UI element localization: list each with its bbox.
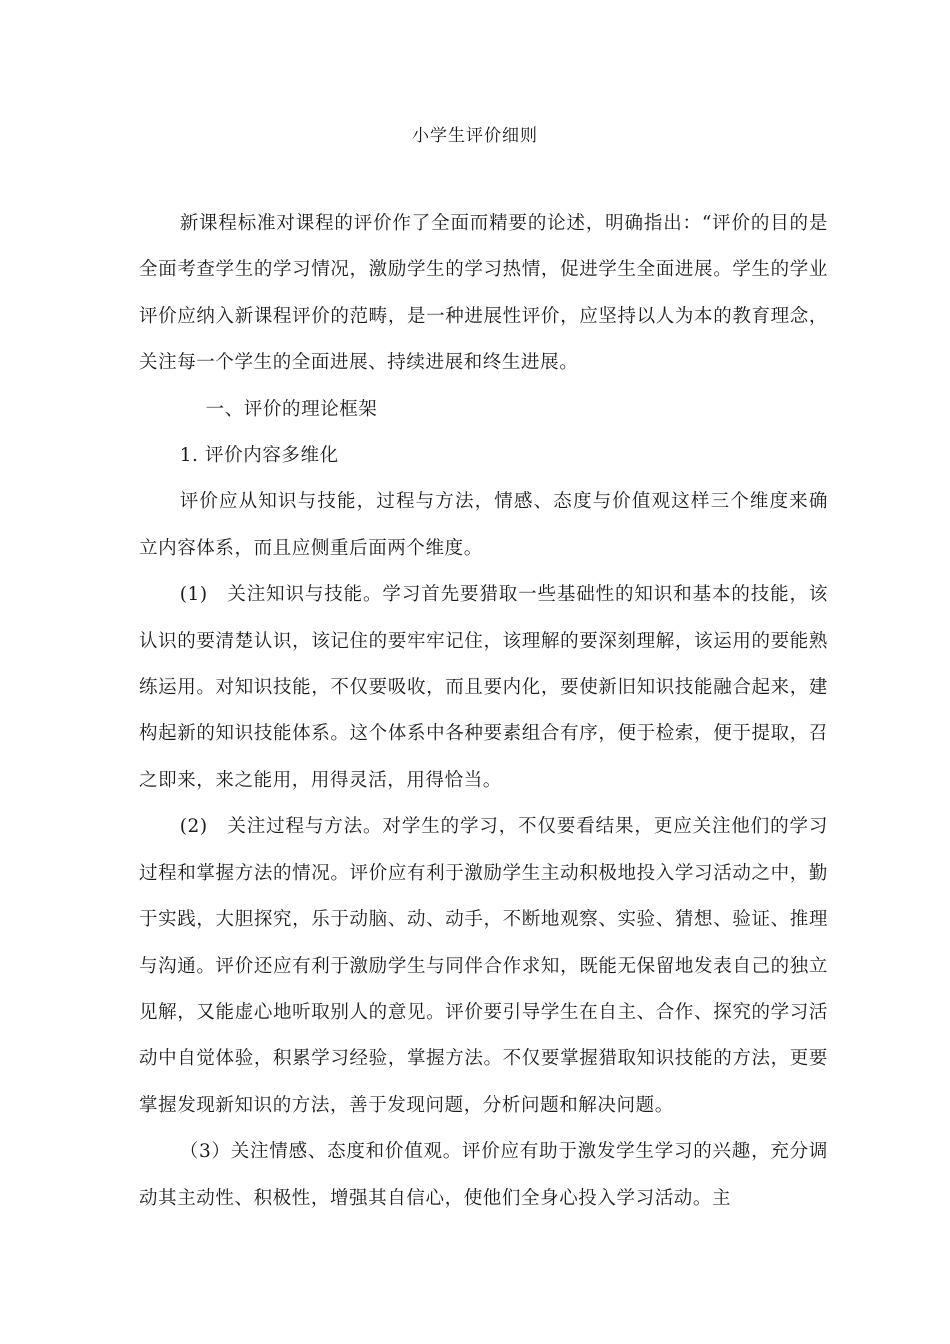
document-title: 小学生评价细则 [412, 126, 538, 146]
section-heading: 一、评价的理论框架 [205, 398, 378, 420]
intro-paragraph: 新课程标准对课程的评价作了全面而精要的论述，明确指出：“评价的目的是全面考查学生的学习情况，激励学生的学习热情，促进学生全面进展。学生的学业评价应纳入新课程评价的范畴，是一种进展性评价，应坚持以人为本的教育理念，关注每一个学生的全面进展、持续进展和终生进展。 [139, 213, 828, 374]
list-item-paragraph: (2) 关注过程与方法。对学生的学习，不仅要看结果，更应关注他们的学习过程和掌握方法的情况。评价应有利于激励学生主动积极地投入学习活动之中，勤于实践，大胆探究，乐于动脑、动、动手，不断地观察、实验、猜想、验证、推理与沟通。评价还应有利于激励学生与同伴合作求知，既能无保留地发表自己的独立见解，又能虚心地听取别人的意见。评价要引导学生在自主、合作、探究的学习活动中自觉体验，积累学习经验，掌握方法。不仅要掌握猎取知识技能的方法，更要掌握发现新知识的方法，善于发现问题，分析问题和解决问题。 [139, 816, 828, 1116]
list-item-paragraph: （3）关注情感、态度和价值观。评价应有助于激发学生学习的兴趣，充分调动其主动性、积极性，增强其自信心，使他们全身心投入学习活动。主 [139, 1141, 828, 1209]
subsection-heading: 1. 评价内容多维化 [179, 445, 339, 467]
list-item-paragraph: (1) 关注知识与技能。学习首先要猎取一些基础性的知识和基本的技能，该认识的要清楚认识，该记住的要牢牢记住，该理解的要深刻理解，该运用的要能熟练运用。对知识技能，不仅要吸收，而且要内化，要使新旧知识技能融合起来，建构起新的知识技能体系。这个体系中各种要素组合有序，便于检索，便于提取，召之即来，来之能用，用得灵活，用得恰当。 [139, 584, 828, 791]
document-body [139, 201, 828, 1222]
body-paragraph: 评价应从知识与技能，过程与方法，情感、态度与价值观这样三个维度来确立内容体系，而且应侧重后面两个维度。 [139, 491, 828, 559]
